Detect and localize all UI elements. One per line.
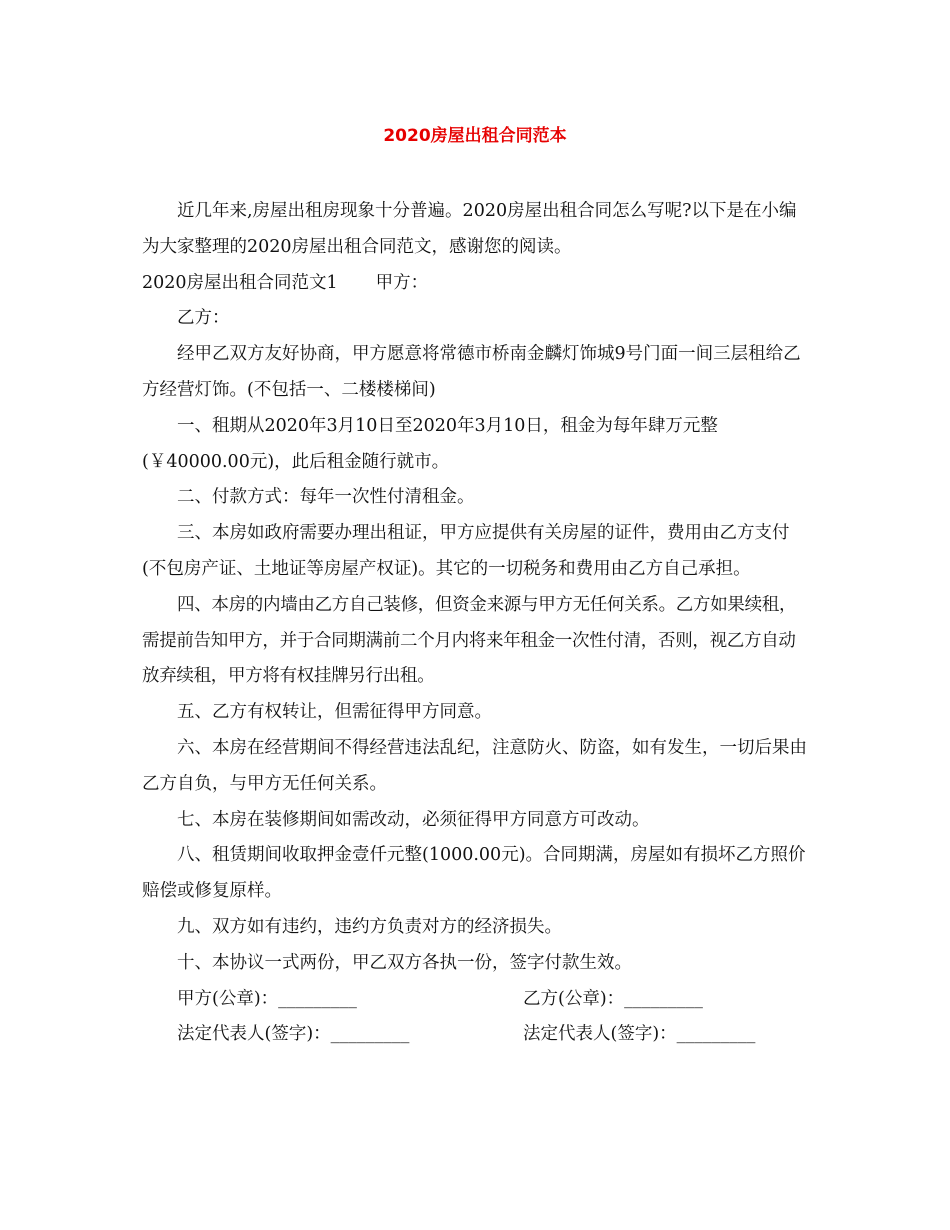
party-b-seal: 乙方(公章)：_________ bbox=[523, 988, 703, 1009]
clause-preamble: 经甲乙双方友好协商，甲方愿意将常德市桥南金麟灯饰城9号门面一间三层租给乙方经营灯饰。(不包括一、二楼楼梯间) bbox=[142, 344, 801, 400]
clause-2-payment: 二、付款方式：每年一次性付清租金。 bbox=[177, 487, 475, 508]
clause-8-deposit: 八、租赁期间收取押金壹仟元整(1000.00元)。合同期满，房屋如有损坏乙方照价赔偿或修复原样。 bbox=[142, 845, 806, 902]
clause-5-transfer: 五、乙方有权转让，但需征得甲方同意。 bbox=[177, 702, 492, 723]
clause-3-permit: 三、本房如政府需要办理出租证，甲方应提供有关房屋的证件，费用由乙方支付(不包房产证、土地证等房屋产权证)。其它的一切税务和费用由乙方自己承担。 bbox=[142, 523, 790, 579]
party-a-representative: 法定代表人(签字)：_________ bbox=[177, 1024, 410, 1045]
document-title: 2020房屋出租合同范本 bbox=[383, 126, 567, 146]
clause-9-breach: 九、双方如有违约，违约方负责对方的经济损失。 bbox=[177, 916, 562, 937]
clause-7-modification: 七、本房在装修期间如需改动，必须征得甲方同意方可改动。 bbox=[177, 809, 650, 830]
representative-row bbox=[142, 1017, 808, 1053]
seal-row bbox=[142, 982, 808, 1018]
clause-4-renovation: 四、本房的内墙由乙方自己装修，但资金来源与甲方无任何关系。乙方如果续租，需提前告知甲方，并于合同期满前二个月内将来年租金一次性付清，否则，视乙方自动放弃续租，甲方将有权挂牌另行出租。 bbox=[142, 594, 797, 687]
clause-10-copies: 十、本协议一式两份，甲乙双方各执一份，签字付款生效。 bbox=[177, 952, 632, 973]
party-a-seal: 甲方(公章)：_________ bbox=[177, 988, 357, 1009]
party-a-label: 甲方： bbox=[375, 272, 429, 293]
sample-heading: 2020房屋出租合同范文1 bbox=[142, 272, 338, 293]
document-body bbox=[142, 194, 808, 1053]
intro-paragraph: 近几年来,房屋出租房现象十分普遍。2020房屋出租合同怎么写呢?以下是在小编为大家整理的2020房屋出租合同范文，感谢您的阅读。 bbox=[142, 201, 797, 257]
clause-6-operation: 六、本房在经营期间不得经营违法乱纪，注意防火、防盗，如有发生，一切后果由乙方自负，与甲方无任何关系。 bbox=[142, 737, 807, 794]
party-b-representative: 法定代表人(签字)：_________ bbox=[523, 1024, 756, 1045]
party-b-label: 乙方： bbox=[177, 308, 230, 329]
sample-heading-line bbox=[142, 266, 808, 302]
clause-1-lease-term: 一、租期从2020年3月10日至2020年3月10日，租金为每年肆万元整(￥40000.00元)，此后租金随行就市。 bbox=[142, 415, 718, 472]
